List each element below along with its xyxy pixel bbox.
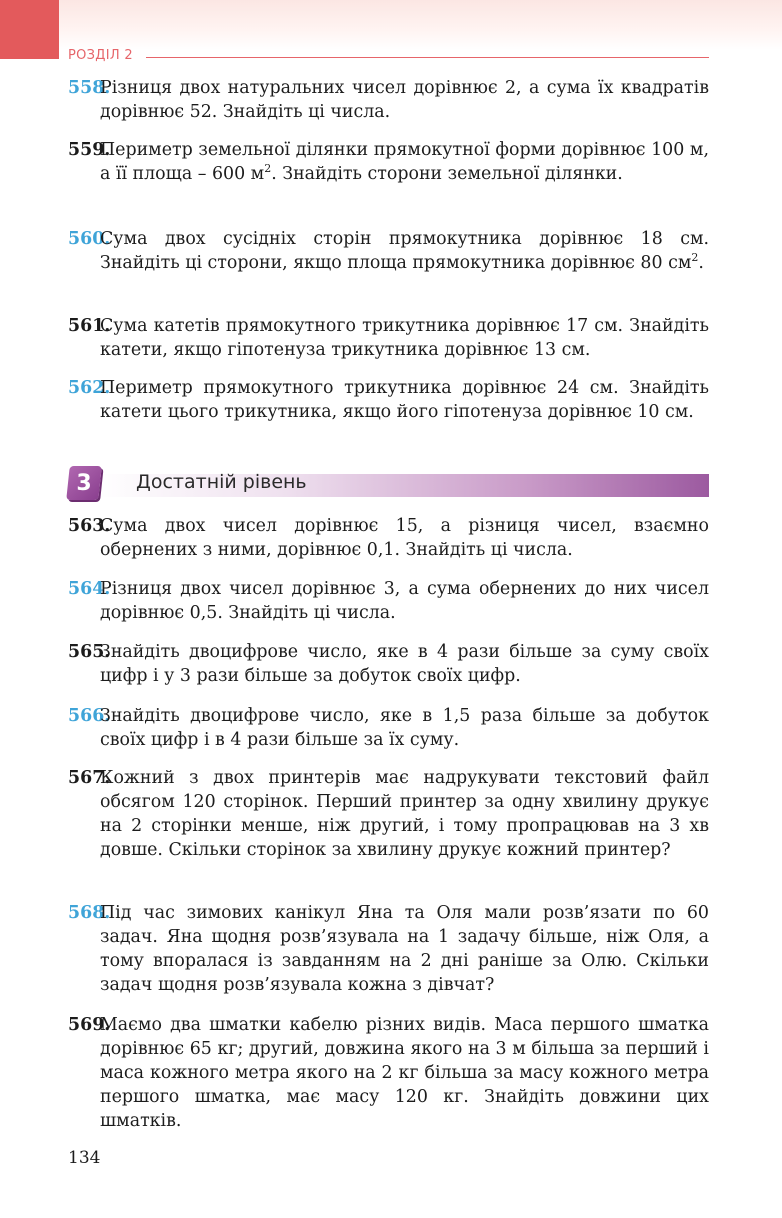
chapter-corner-tab bbox=[0, 0, 59, 59]
section-label: РОЗДІЛ 2 bbox=[68, 48, 133, 63]
problem-number: 562. bbox=[68, 378, 111, 398]
problem-number: 569. bbox=[68, 1015, 111, 1035]
problem-text: Кожний з двох принтерів має надрукувати текстовий файл обсягом 120 сторінок. Перший принтер за одну хвилину друкує на 2 сторінки менше, ніж другий, і тому пропрацював на 3 хв довше. Скільки сторінок за хвилину друкує кожний принтер? bbox=[100, 768, 709, 860]
problem-text: Знайдіть двоцифрове число, яке в 1,5 раза більше за добуток своїх цифр і в 4 рази більше за їх суму. bbox=[100, 706, 709, 750]
superscript: 2 bbox=[691, 251, 699, 265]
superscript: 2 bbox=[264, 162, 272, 176]
problem-564 bbox=[68, 577, 709, 625]
problem-561 bbox=[68, 314, 709, 362]
problem-567 bbox=[68, 766, 709, 862]
problem-text: Знайдіть двоцифрове число, яке в 4 рази більше за суму своїх цифр і у 3 рази більше за добуток своїх цифр. bbox=[100, 642, 709, 686]
problem-562 bbox=[68, 376, 709, 424]
problem-558 bbox=[68, 76, 709, 124]
problem-text: Маємо два шматки кабелю різних видів. Маса першого шматка дорівнює 65 кг; другий, довжина якого на 3 м більша за перший і маса кожного метра якого на 2 кг більша за масу кожного метра першого шматка, має масу 120 кг. Знайдіть довжини цих шматків. bbox=[100, 1015, 709, 1131]
problem-text: Периметр земельної ділянки прямокутної форми дорівнює 100 м, а її площа – 600 $м^2$. Знайдіть сторони земельної ділянки. bbox=[100, 140, 709, 184]
section-divider bbox=[146, 57, 709, 58]
problem-number: 565. bbox=[68, 642, 111, 662]
problem-number: 563. bbox=[68, 516, 111, 536]
page-header-background bbox=[0, 0, 782, 50]
problem-text: Сума двох чисел дорівнює 15, а різниця чисел, взаємно обернених з ними, дорівнює 0,1. Знайдіть ці числа. bbox=[100, 516, 709, 560]
level-number: 3 bbox=[76, 471, 92, 496]
problem-number: 564. bbox=[68, 579, 111, 599]
problem-number: 567. bbox=[68, 768, 111, 788]
problem-560 bbox=[68, 227, 709, 275]
problem-number: 561. bbox=[68, 316, 111, 336]
page-number: 134 bbox=[68, 1148, 101, 1168]
problem-text: Різниця двох чисел дорівнює 3, а сума обернених до них чисел дорівнює 0,5. Знайдіть ці числа. bbox=[100, 579, 709, 623]
problem-number: 568. bbox=[68, 903, 111, 923]
problem-569 bbox=[68, 1013, 709, 1133]
level-banner bbox=[68, 466, 709, 500]
problem-number: 560. bbox=[68, 229, 111, 249]
problem-568 bbox=[68, 901, 709, 997]
problem-566 bbox=[68, 704, 709, 752]
problem-text: Сума катетів прямокутного трикутника дорівнює 17 см. Знайдіть катети, якщо гіпотенуза трикутника дорівнює 13 см. bbox=[100, 316, 709, 360]
problem-text: Різниця двох натуральних чисел дорівнює 2, а сума їх квадратів дорівнює 52. Знайдіть ці числа. bbox=[100, 78, 709, 122]
problem-text: Периметр прямокутного трикутника дорівнює 24 см. Знайдіть катети цього трикутника, якщо його гіпотенуза дорівнює 10 см. bbox=[100, 378, 709, 422]
problem-559 bbox=[68, 138, 709, 186]
level-title: Достатній рівень bbox=[136, 471, 307, 493]
problem-text: Під час зимових канікул Яна та Оля мали розв’язати по 60 задач. Яна щодня розв’язувала на 1 задачу більше, ніж Оля, а тому впоралася із завданням на 2 дні раніше за Олю. Скільки задач щодня розв’язувала кожна з дівчат? bbox=[100, 903, 709, 995]
problem-number: 566. bbox=[68, 706, 111, 726]
problem-text: Сума двох сусідніх сторін прямокутника дорівнює 18 см. Знайдіть ці сторони, якщо площа прямокутника дорівнює 80 $см^2$. bbox=[100, 229, 709, 273]
problem-number: 558. bbox=[68, 78, 111, 98]
problem-563 bbox=[68, 514, 709, 562]
problem-number: 559. bbox=[68, 140, 111, 160]
problem-565 bbox=[68, 640, 709, 688]
